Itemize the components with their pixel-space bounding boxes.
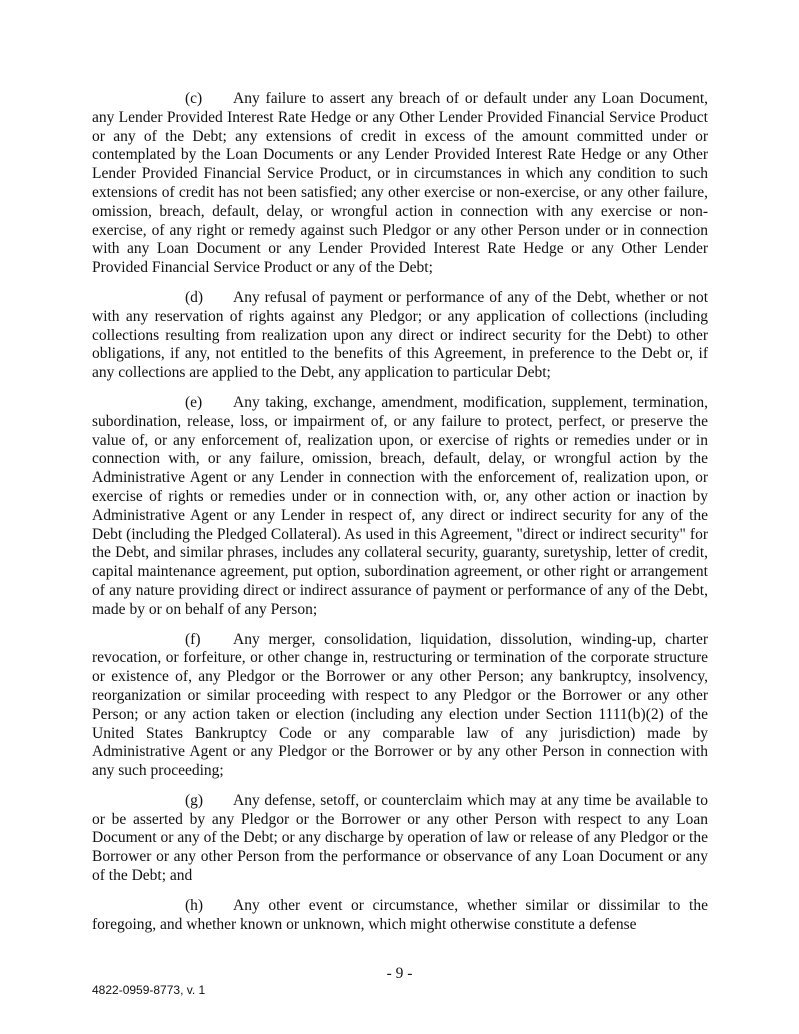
paragraph-d bbox=[92, 289, 708, 383]
paragraph-c-label: (c) bbox=[185, 90, 203, 107]
paragraph-h-text: Any other event or circumstance, whether similar or dissimilar to the foregoing, and whether known or unknown, which might otherwise constitute a defense bbox=[92, 896, 708, 933]
paragraph-c bbox=[92, 90, 708, 278]
paragraph-f-text: Any merger, consolidation, liquidation, dissolution, winding-up, charter revocation, or forfeiture, or other change in, restructuring or termination of the corporate structure or existence of, any Pledgor or the Borrower or any other Person; any bankruptcy, insolvency, reorganization or similar proceeding with respect to any Pledgor or the Borrower or any other Person; or any action taken or election (including any election under Section 1111(b)(2) of the United States Bankruptcy Code or any comparable law of any jurisdiction) made by Administrative Agent or any Pledgor or the Borrower or by any other Person in connection with any such proceeding; bbox=[92, 630, 708, 780]
paragraph-f-label: (f) bbox=[185, 630, 201, 648]
paragraph-c-text: Any failure to assert any breach of or default under any Loan Document, any Lender Provided Interest Rate Hedge or any Other Lender Provided Financial Service Product or any of the Debt; any extensions of credit in excess of the amount committed under or contemplated by the Loan Documents or any Lender Provided Interest Rate Hedge or any Other Lender Provided Financial Service Product, or in circumstances in which any condition to such extensions of credit has not been satisfied; any other exercise or non-exercise, or any other failure, omission, breach, default, delay, or wrongful action in connection with any exercise or non-exercise, of any right or remedy against such Pledgor or any other Person under or in connection with any Loan Document or any Lender Provided Interest Rate Hedge or any Other Lender Provided Financial Service Product or any of the Debt; bbox=[92, 90, 708, 277]
paragraph-d-text: Any refusal of payment or performance of any of the Debt, whether or not with any reservation of rights against any Pledgor; or any application of collections (including collections resulting from realization upon any direct or indirect security for the Debt) to other obligations, if any, not entitled to the benefits of this Agreement, in preference to the Debt or, if any collections are applied to the Debt, any application to particular Debt; bbox=[92, 288, 708, 382]
paragraph-e bbox=[92, 394, 708, 620]
paragraph-d-label: (d) bbox=[185, 288, 204, 306]
document-body bbox=[92, 90, 708, 934]
page-number: - 9 - bbox=[386, 965, 413, 983]
paragraph-g-label: (g) bbox=[185, 791, 204, 809]
paragraph-e-label: (e) bbox=[185, 393, 203, 411]
paragraph-h-label: (h) bbox=[185, 896, 204, 914]
paragraph-g-text: Any defense, setoff, or counterclaim which may at any time be available to or be asserted by any Pledgor or the Borrower or any other Person with respect to any Loan Document or any of the Debt; or any discharge by operation of law or release of any Pledgor or the Borrower or any other Person from the performance or observance of any Loan Document or any of the Debt; and bbox=[92, 791, 708, 885]
paragraph-e-text: Any taking, exchange, amendment, modification, supplement, termination, subordination, release, loss, or impairment of, or any failure to protect, perfect, or preserve the value of, or any enforcement of, realization upon, or exercise of rights or remedies under or in connection with, or any failure, omission, breach, default, delay, or wrongful action by the Administrative Agent or any Lender in connection with the enforcement of, realization upon, or exercise of rights or remedies under or in connection with, or, any other action or inaction by Administrative Agent or any Lender in respect of, any direct or indirect security for any of the Debt (including the Pledged Collateral). As used in this Agreement, "direct or indirect security" for the Debt, and similar phrases, includes any collateral security, guaranty, suretyship, letter of credit, capital maintenance agreement, put option, subordination agreement, or other right or arrangement of any nature providing direct or indirect assurance of payment or performance of any of the Debt, made by or on behalf of any Person; bbox=[92, 393, 708, 618]
document-id-footer: 4822-0959-8773, v. 1 bbox=[92, 983, 206, 998]
paragraph-h bbox=[92, 897, 708, 935]
paragraph-g bbox=[92, 792, 708, 886]
paragraph-f bbox=[92, 631, 708, 781]
